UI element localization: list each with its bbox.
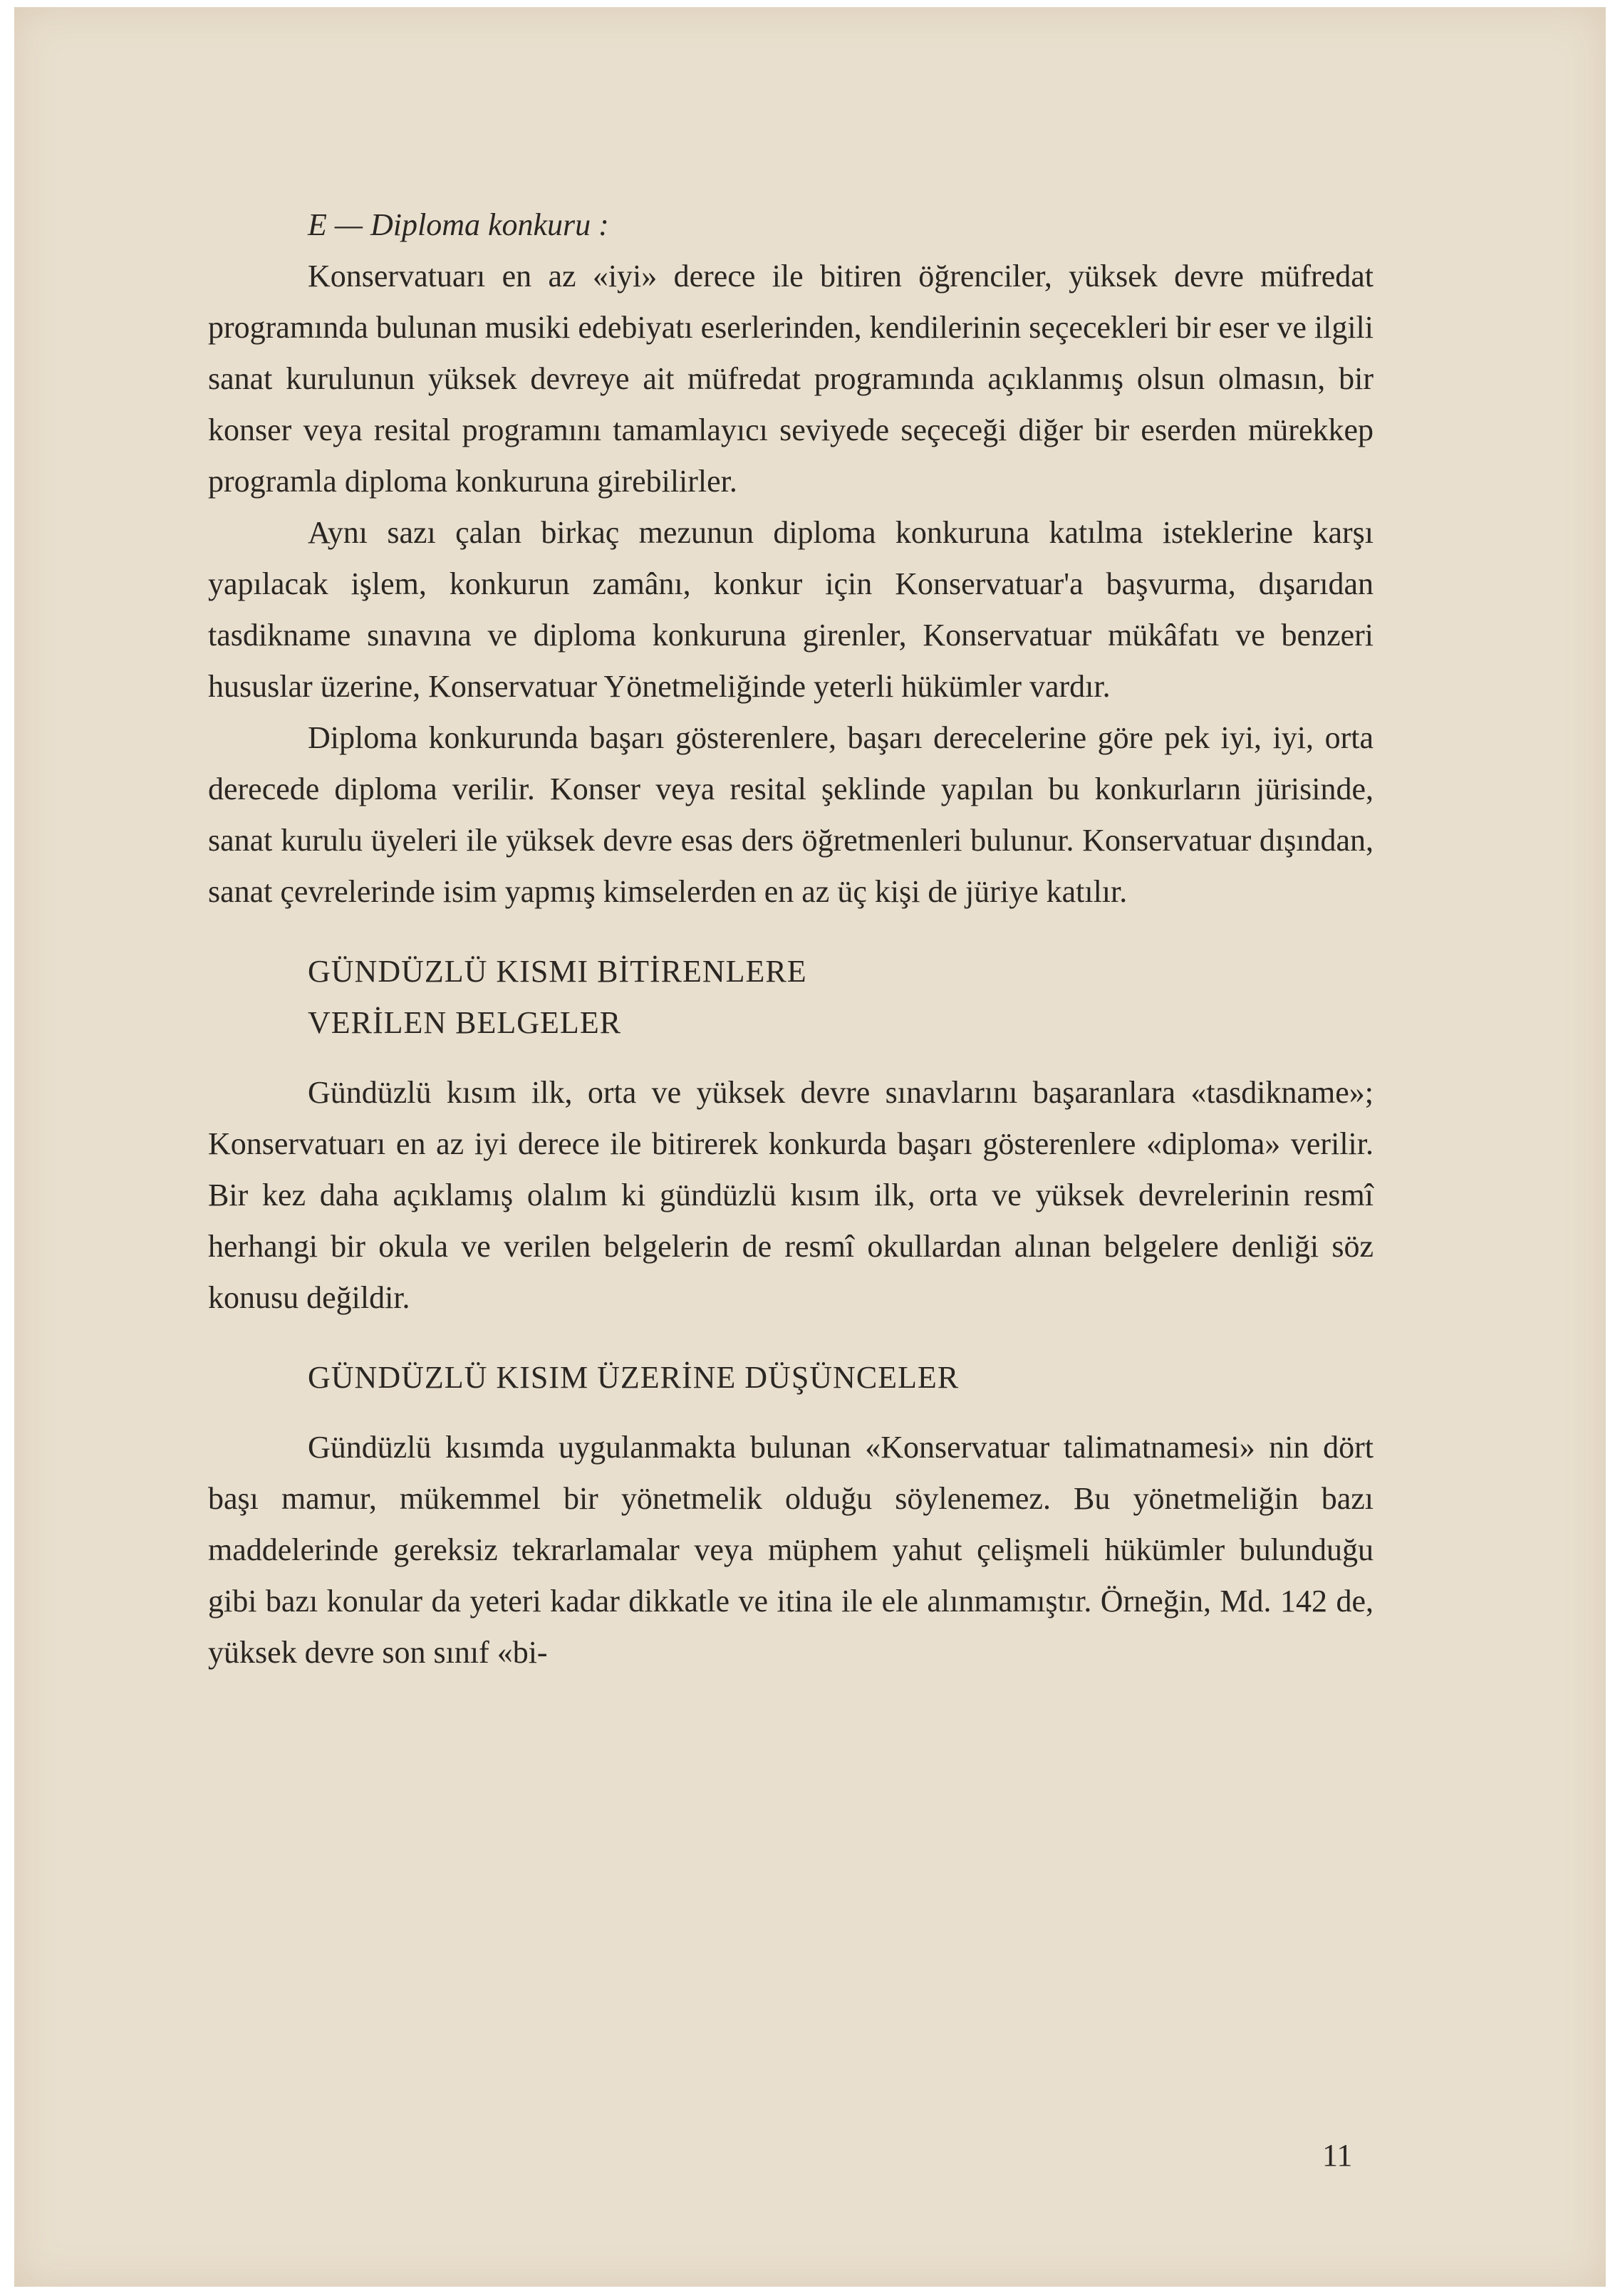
- section-e-paragraph-3: Diploma konkurunda başarı gösterenlere, başarı derecelerine göre pek iyi, iyi, orta derecede diploma verilir. Konser veya resital şeklinde yapılan bu konkurların jürisinde, sanat kurulu üyeleri ile yüksek devre esas ders öğretmenleri bulunur. Konservatuar dışından, sanat çevrelerinde isim yapmış kimselerden en az üç kişi de jüriye katılır.: [208, 720, 1374, 909]
- section-e-heading: E — Diploma konkuru :: [308, 207, 609, 242]
- belgeler-paragraph: Gündüzlü kısım ilk, orta ve yüksek devre sınavlarını başaranlara «tasdikname»; Konservatuarı en az iyi derece ile bitirerek konkurda başarı gösterenlere «diploma» verilir. Bir kez daha açıklamış olalım ki gündüzlü kısım ilk, orta ve yüksek devrelerinin resmî herhangi bir okula ve verilen belgelerin de resmî okullardan alınan belgelere denliği söz konusu değildir.: [208, 1075, 1374, 1315]
- text-body: [208, 199, 1374, 1678]
- dusunceler-paragraph: Gündüzlü kısımda uygulanmakta bulunan «Konservatuar talimatnamesi» nin dört başı mamur, mükemmel bir yönetmelik olduğu söylenemez. Bu yönetmeliğin bazı maddelerinde gereksiz tekrarlamalar veya müphem yahut çelişmeli hükümler bulunduğu gibi bazı konular da yeteri kadar dikkatle ve itina ile ele alınmamıştır. Örneğin, Md. 142 de, yüksek devre son sınıf «bi-: [208, 1430, 1374, 1670]
- belgeler-heading-line-1: GÜNDÜZLÜ KISMI BİTİRENLERE: [308, 954, 807, 989]
- page-number: 11: [1322, 2138, 1353, 2173]
- section-e-paragraph-1: Konservatuarı en az «iyi» derece ile bitiren öğrenciler, yüksek devre müfredat programında bulunan musiki edebiyatı eserlerinden, kendilerinin seçecekleri bir eser ve ilgili sanat kurulunun yüksek devreye ait müfredat programında açıklanmış olsun olmasın, bir konser veya resital programını tamamlayıcı seviyede seçeceği diğer bir eserden mürekkep programla diploma konkuruna girebilirler.: [208, 259, 1374, 499]
- belgeler-heading-line-2: VERİLEN BELGELER: [308, 1005, 622, 1040]
- dusunceler-heading: GÜNDÜZLÜ KISIM ÜZERİNE DÜŞÜNCELER: [308, 1360, 960, 1395]
- document-page: [14, 7, 1606, 2287]
- section-e-paragraph-2: Aynı sazı çalan birkaç mezunun diploma konkuruna katılma isteklerine karşı yapılacak işlem, konkurun zamânı, konkur için Konservatuar'a başvurma, dışarıdan tasdikname sınavına ve diploma konkuruna girenler, Konservatuar mükâfatı ve benzeri hususlar üzerine, Konservatuar Yönetmeliğinde yeterli hükümler vardır.: [208, 515, 1374, 704]
